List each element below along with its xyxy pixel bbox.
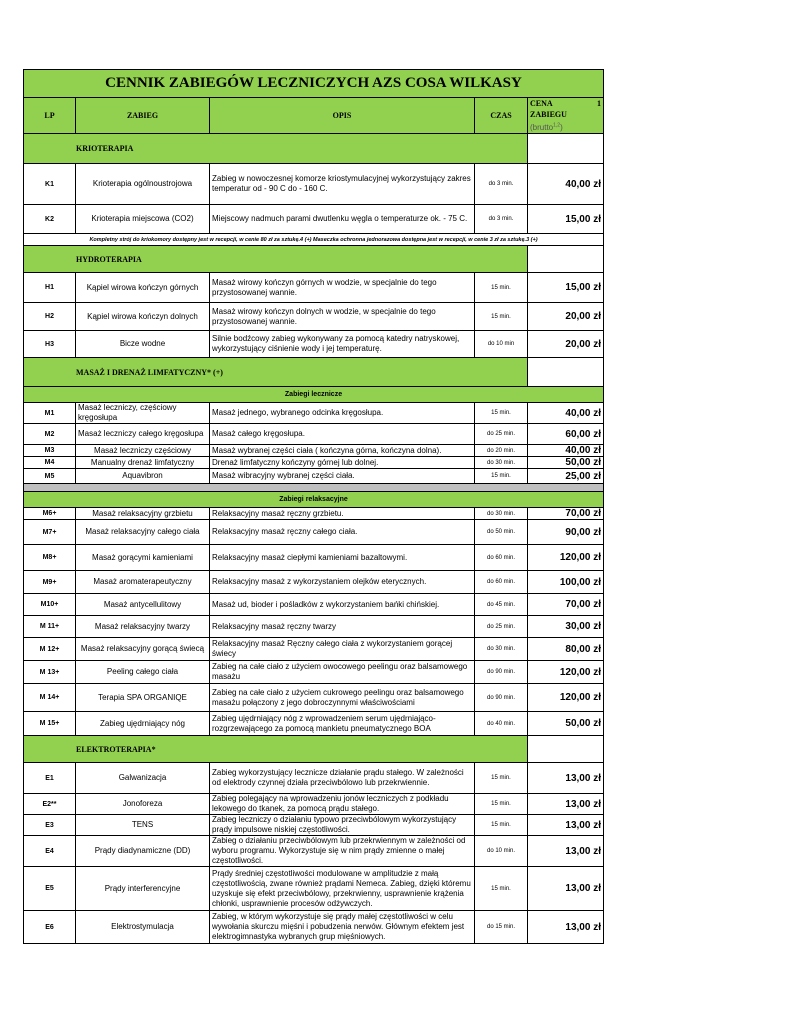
row-price: 13,00 zł: [528, 867, 604, 911]
row-name: Masaż leczniczy całego kręgosłupa: [76, 424, 210, 445]
row-time: do 60 min.: [475, 545, 528, 571]
header-brutto: (brutto$^{1,2}$): [530, 122, 563, 132]
row-name: Aquavibron: [76, 469, 210, 484]
row-name: Masaż gorącymi kamieniami: [76, 545, 210, 571]
header-zabieg: ZABIEG: [76, 98, 210, 134]
row-price: 13,00 zł: [528, 836, 604, 867]
row-name: Masaż relaksacyjny całego ciała: [76, 520, 210, 545]
row-name: Manualny drenaż limfatyczny: [76, 457, 210, 469]
separator: [24, 484, 604, 492]
krioterapia-note-row: [24, 234, 604, 246]
krioterapia-header-row: [24, 134, 604, 164]
masaz-title: MASAŻ I DRENAŻ LIMFATYCZNY* (+): [24, 358, 528, 387]
row-time: do 3 min.: [475, 205, 528, 234]
row-lp: M8+: [24, 545, 76, 571]
table-row: [24, 303, 604, 331]
row-time: do 40 min.: [475, 712, 528, 736]
row-description: Miejscowy nadmuch parami dwutlenku węgla o temperaturze ok. - 75 C.: [210, 205, 475, 234]
masaz-header-row: [24, 358, 604, 387]
row-time: 15 min.: [475, 815, 528, 836]
krioterapia-note: Kompletny strój do kriokomory dostępny jest w recepcji, w cenie 80 zł za sztukę.4 (+) Maseczka ochronna jednorazowa dostępna jest w recepcji, w cenie 3 zł za sztukę.3 (+): [24, 234, 604, 246]
row-price: 20,00 zł: [528, 303, 604, 331]
table-row: [24, 867, 604, 911]
row-price: 13,00 zł: [528, 815, 604, 836]
row-price: 13,00 zł: [528, 911, 604, 944]
row-name: Masaż antycellulitowy: [76, 594, 210, 616]
row-price: 100,00 zł: [528, 571, 604, 594]
row-time: 15 min.: [475, 273, 528, 303]
row-description: Zabieg na całe ciało z użyciem owocowego peelingu oraz balsamowego masażu: [210, 661, 475, 684]
price-list-sheet: [23, 69, 603, 944]
table-row: [24, 469, 604, 484]
row-name: Masaż leczniczy, częściowy kręgosłupa: [76, 403, 210, 424]
row-name: Jonoforeza: [76, 794, 210, 815]
row-lp: E6: [24, 911, 76, 944]
row-lp: M6+: [24, 508, 76, 520]
header-cena-label: CENA: [530, 99, 553, 109]
table-row: [24, 205, 604, 234]
row-name: Masaż aromaterapeutyczny: [76, 571, 210, 594]
table-row: [24, 594, 604, 616]
masaz-header-price-cell: [528, 358, 604, 387]
row-time: do 30 min.: [475, 508, 528, 520]
row-description: Masaż ud, bioder i pośladków z wykorzystaniem bańki chińskiej.: [210, 594, 475, 616]
row-price: 30,00 zł: [528, 616, 604, 638]
row-price: 70,00 zł: [528, 594, 604, 616]
row-name: Bicze wodne: [76, 331, 210, 358]
table-row: [24, 571, 604, 594]
row-price: 15,00 zł: [528, 205, 604, 234]
row-name: Prądy diadynamiczne (DD): [76, 836, 210, 867]
row-lp: H2: [24, 303, 76, 331]
row-description: Masaż jednego, wybranego odcinka kręgosłupa.: [210, 403, 475, 424]
table-row: [24, 457, 604, 469]
row-lp: M 15+: [24, 712, 76, 736]
row-lp: E5: [24, 867, 76, 911]
row-description: Silnie bodźcowy zabieg wykonywany za pomocą katedry natryskowej, wykorzystujący ciśnienie wody i jej temperaturę.: [210, 331, 475, 358]
header-opis: OPIS: [210, 98, 475, 134]
row-name: TENS: [76, 815, 210, 836]
table-row: [24, 684, 604, 712]
row-lp: H3: [24, 331, 76, 358]
hydroterapia-header-row: [24, 246, 604, 273]
table-row: [24, 661, 604, 684]
row-name: Galwanizacja: [76, 763, 210, 794]
table-row: [24, 763, 604, 794]
row-time: do 90 min.: [475, 684, 528, 712]
row-price: 20,00 zł: [528, 331, 604, 358]
row-time: do 50 min.: [475, 520, 528, 545]
row-time: do 90 min.: [475, 661, 528, 684]
hydroterapia-title: HYDROTERAPIA: [24, 246, 528, 273]
row-time: 15 min.: [475, 794, 528, 815]
row-time: do 45 min.: [475, 594, 528, 616]
row-time: 15 min.: [475, 867, 528, 911]
row-description: Zabieg na całe ciało z użyciem cukrowego peelingu oraz balsamowego masażu połączony z jego dobroczynnymi właściwościami: [210, 684, 475, 712]
row-description: Relaksacyjny masaż z wykorzystaniem olejków eterycznych.: [210, 571, 475, 594]
row-lp: M10+: [24, 594, 76, 616]
row-name: Masaż leczniczy częściowy: [76, 445, 210, 457]
row-name: Kąpiel wirowa kończyn dolnych: [76, 303, 210, 331]
row-time: do 60 min.: [475, 571, 528, 594]
row-price: 40,00 zł: [528, 445, 604, 457]
masaz-sub-lecznicze-row: [24, 387, 604, 403]
row-lp: M4: [24, 457, 76, 469]
elektroterapia-title: ELEKTROTERAPIA*: [24, 736, 528, 763]
row-description: Zabieg wykorzystujący lecznicze działanie prądu stałego. W zależności od elektrody czynnej działa przeciwbólowo lub przekrwiennie.: [210, 763, 475, 794]
row-description: Relaksacyjny masaż ręczny całego ciała.: [210, 520, 475, 545]
table-row: [24, 508, 604, 520]
row-name: Terapia SPA ORGANIQE: [76, 684, 210, 712]
table-row: [24, 794, 604, 815]
table-row: [24, 445, 604, 457]
row-name: Peeling całego ciała: [76, 661, 210, 684]
row-lp: E1: [24, 763, 76, 794]
row-time: 15 min.: [475, 469, 528, 484]
table-row: [24, 424, 604, 445]
masaz-sub-relaksacyjne: Zabiegi relaksacyjne: [24, 492, 604, 508]
row-price: 90,00 zł: [528, 520, 604, 545]
row-price: 70,00 zł: [528, 508, 604, 520]
price-table: [23, 69, 604, 944]
table-row: [24, 331, 604, 358]
masaz-sub-lecznicze: Zabiegi lecznicze: [24, 387, 604, 403]
header-cena-num: 1: [597, 99, 601, 109]
row-name: Krioterapia ogólnoustrojowa: [76, 164, 210, 205]
row-time: do 25 min.: [475, 616, 528, 638]
row-description: Zabieg leczniczy o działaniu typowo przeciwbólowym wykorzystujący prądy impulsowe niskiej częstotliwości.: [210, 815, 475, 836]
row-description: Relaksacyjny masaż ciepłymi kamieniami bazaltowymi.: [210, 545, 475, 571]
row-description: Masaż wybranej części ciała ( kończyna górna, kończyna dolna).: [210, 445, 475, 457]
separator-row: [24, 484, 604, 492]
table-row: [24, 616, 604, 638]
row-time: do 15 min.: [475, 911, 528, 944]
row-description: Masaż wirowy kończyn dolnych w wodzie, w specjalnie do tego przystosowanej wannie.: [210, 303, 475, 331]
krioterapia-title: KRIOTERAPIA: [24, 134, 528, 164]
row-price: 120,00 zł: [528, 661, 604, 684]
table-row: [24, 815, 604, 836]
row-description: Prądy średniej częstotliwości modulowane w amplitudzie z małą częstotliwością, zwane również prądami Nemeca. Zabieg, dzięki któremu uzyskuje się efekt przeciwbólowy, przekrwienny, usprawnienie krążenia chłonki, usprawnienie procesów odżywczych.: [210, 867, 475, 911]
table-row: [24, 545, 604, 571]
header-lp: LP: [24, 98, 76, 134]
row-name: Prądy interferencyjne: [76, 867, 210, 911]
elektroterapia-header-price-cell: [528, 736, 604, 763]
row-lp: M 12+: [24, 638, 76, 661]
row-time: 15 min.: [475, 303, 528, 331]
row-lp: H1: [24, 273, 76, 303]
table-row: [24, 164, 604, 205]
header-czas: CZAS: [475, 98, 528, 134]
row-name: Kąpiel wirowa kończyn górnych: [76, 273, 210, 303]
row-price: 60,00 zł: [528, 424, 604, 445]
row-price: 120,00 zł: [528, 545, 604, 571]
header-cena: [528, 98, 604, 134]
table-row: [24, 712, 604, 736]
row-name: Masaż relaksacyjny gorącą świecą: [76, 638, 210, 661]
row-price: 25,00 zł: [528, 469, 604, 484]
row-time: do 25 min.: [475, 424, 528, 445]
row-time: do 30 min.: [475, 638, 528, 661]
row-lp: E2**: [24, 794, 76, 815]
row-lp: M 14+: [24, 684, 76, 712]
row-description: Relaksacyjny masaż Ręczny całego ciała z wykorzystaniem gorącej świecy: [210, 638, 475, 661]
row-time: 15 min.: [475, 403, 528, 424]
row-name: Masaż relaksacyjny grzbietu: [76, 508, 210, 520]
table-row: [24, 273, 604, 303]
row-lp: K2: [24, 205, 76, 234]
row-price: 40,00 zł: [528, 403, 604, 424]
table-row: [24, 911, 604, 944]
row-lp: M 13+: [24, 661, 76, 684]
row-price: 50,00 zł: [528, 457, 604, 469]
row-description: Zabieg ujędrniający nóg z wprowadzeniem serum ujędrniająco-rozgrzewającego za pomocą mankietu pneumatycznego BOA: [210, 712, 475, 736]
row-time: do 30 min.: [475, 457, 528, 469]
header-zabiegu-label: ZABIEGU: [530, 110, 567, 120]
row-price: 13,00 zł: [528, 794, 604, 815]
table-row: [24, 836, 604, 867]
header-row: [24, 98, 604, 134]
title-row: [24, 70, 604, 98]
row-price: 40,00 zł: [528, 164, 604, 205]
elektroterapia-header-row: [24, 736, 604, 763]
row-description: Masaż wibracyjny wybranej części ciała.: [210, 469, 475, 484]
row-price: 15,00 zł: [528, 273, 604, 303]
row-lp: M3: [24, 445, 76, 457]
row-description: Zabieg o działaniu przeciwbólowym lub przekrwiennym w zależności od wyboru programu. Wykorzystuje się w nim prądy zmienne o małej częstotliwości.: [210, 836, 475, 867]
row-lp: E3: [24, 815, 76, 836]
row-description: Zabieg polegający na wprowadzeniu jonów leczniczych z podkładu lekowego do tkanek, za pomocą prądu stałego.: [210, 794, 475, 815]
row-description: Masaż wirowy kończyn górnych w wodzie, w specjalnie do tego przystosowanej wannie.: [210, 273, 475, 303]
row-price: 120,00 zł: [528, 684, 604, 712]
row-lp: M 11+: [24, 616, 76, 638]
masaz-sub-relaksacyjne-row: [24, 492, 604, 508]
row-time: do 10 min.: [475, 836, 528, 867]
row-name: Zabieg ujędrniający nóg: [76, 712, 210, 736]
row-description: Zabieg, w którym wykorzystuje się prądy małej częstotliwości w celu wywołania skurczu mięśni i pobudzenia nerwów. Głównym efektem jest elektrogimnastyka wybranych grup mięśniowych.: [210, 911, 475, 944]
table-row: [24, 638, 604, 661]
row-name: Elektrostymulacja: [76, 911, 210, 944]
row-lp: M7+: [24, 520, 76, 545]
table-row: [24, 520, 604, 545]
row-lp: K1: [24, 164, 76, 205]
row-price: 80,00 zł: [528, 638, 604, 661]
row-price: 13,00 zł: [528, 763, 604, 794]
page-title: CENNIK ZABIEGÓW LECZNICZYCH AZS COSA WILKASY: [24, 70, 604, 98]
row-name: Masaż relaksacyjny twarzy: [76, 616, 210, 638]
row-lp: M1: [24, 403, 76, 424]
row-time: do 10 min: [475, 331, 528, 358]
row-time: do 3 min.: [475, 164, 528, 205]
row-lp: E4: [24, 836, 76, 867]
row-time: do 20 min.: [475, 445, 528, 457]
row-description: Relaksacyjny masaż ręczny grzbietu.: [210, 508, 475, 520]
row-description: Zabieg w nowoczesnej komorze kriostymulacyjnej wykorzystujący zakres temperatur od - 90 C do - 160 C.: [210, 164, 475, 205]
row-price: 50,00 zł: [528, 712, 604, 736]
row-time: 15 min.: [475, 763, 528, 794]
krioterapia-header-price-cell: [528, 134, 604, 164]
row-lp: M9+: [24, 571, 76, 594]
row-lp: M5: [24, 469, 76, 484]
row-lp: M2: [24, 424, 76, 445]
row-description: Relaksacyjny masaż ręczny twarzy: [210, 616, 475, 638]
row-description: Drenaż limfatyczny kończyny górnej lub dolnej.: [210, 457, 475, 469]
row-name: Krioterapia miejscowa (CO2): [76, 205, 210, 234]
hydroterapia-header-price-cell: [528, 246, 604, 273]
table-row: [24, 403, 604, 424]
row-description: Masaż całego kręgosłupa.: [210, 424, 475, 445]
